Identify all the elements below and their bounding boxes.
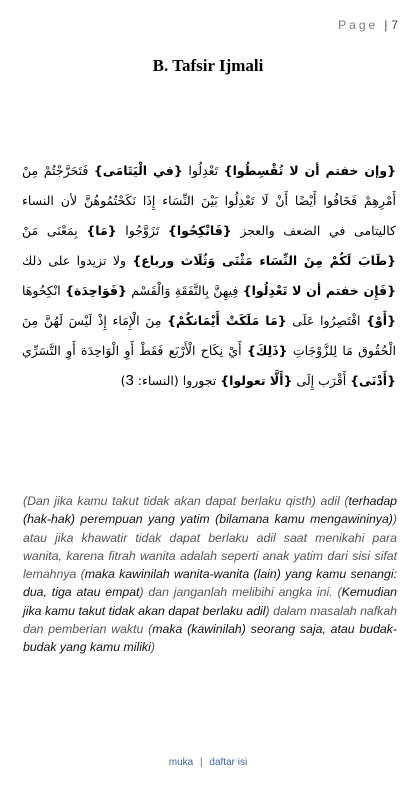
page-separator: | [384,18,388,32]
arabic-commentary: تجوروا (النساء: [133,373,221,388]
arabic-verse-fragment: {فَإِن خفتم أن لا تَعْدِلُوا} [242,283,396,298]
arabic-commentary: انْكِحُوهَا [22,283,66,298]
home-link[interactable]: muka [168,757,194,768]
arabic-verse-fragment: {وإن خفتم أن لا تُقْسِطُوا} [223,163,396,178]
arabic-verse-fragment: {في الْيَتَامَى} [93,163,183,178]
arabic-verse-fragment: {أَلَّا تعولوا} [220,373,293,388]
arabic-verse-fragment: {مَا} [86,223,117,238]
arabic-commentary: أَيْ نِكَاح الْأَرْبَع فَقَطْ أَوِ الْوَاحِدَة أَوِ التَّسَرِّي [22,343,247,358]
verse-number: 3 [125,372,134,389]
arabic-tafsir-text [22,156,396,396]
arabic-commentary: مِنَ الْإِمَاء إِذْ لَيْسَ لَهُنَّ مِنَ الْحُقُوق مَا لِلزَّوْجَاتِ [22,313,396,358]
arabic-verse-fragment: {أَوْ} [366,313,396,328]
page-header [338,18,398,32]
arabic-verse-fragment: {فَوَاحِدَة} [65,283,127,298]
translation-emphasis: terhadap (hak-hak) perempuan yang yatim (bilamana kamu mengawininya) [23,494,398,527]
arabic-commentary: تَزَوَّجُوا [116,223,168,238]
translation-segment: (Dan jika kamu takut tidak akan dapat berlaku qisth) [23,494,316,508]
page-number: 7 [391,18,398,32]
arabic-commentary: ولا تزيدوا على ذلك [22,253,133,268]
translation-text [23,492,397,657]
translation-segment: ) dan janganlah melibihi angka ini. ( [139,585,342,600]
section-title: B. Tafsir Ijmali [152,56,264,75]
translation-emphasis: Kemudian jika kamu takut tidak akan dapat berlaku adil [23,585,397,618]
arabic-commentary: فِيهِنَّ بِالنَّفَقَةِ وَالْقَسْم [126,283,243,298]
translation-emphasis: maka (kawinilah) seorang saja, atau budak-budak yang kamu miliki [23,622,397,655]
footer-nav [0,757,416,768]
arabic-verse-fragment: {فَانْكِحُوا} [167,223,232,238]
arabic-verse-fragment: {مَا مَلَكَتْ أَيْمَانكُمْ} [167,313,287,328]
citation-close: ) [120,373,126,388]
translation-segment: adil ( [315,494,349,508]
arabic-commentary: تَعْدِلُوا [182,163,224,178]
translation-segment: ) [150,640,155,655]
arabic-verse-fragment: {أَدْنَى} [350,373,396,388]
page-label: Page [338,18,379,32]
arabic-commentary: بِمَعْنَى مَنْ [22,223,87,238]
arabic-commentary: اقْتَصِرُوا عَلَى [286,313,367,328]
footer-separator: | [200,757,203,768]
table-of-contents-link[interactable]: daftar isi [209,757,248,768]
arabic-verse-fragment: {طَابَ لَكُمْ مِنَ النِّسَاء مَثْنَى وَثُلَاث ورباع} [132,253,396,268]
arabic-commentary: فَتَحَرَّجْتُمْ مِنْ أَمْرِهِمْ فَخَافُوا أَيْضًا أَنْ لَا تَعْدِلُوا بَيْنَ النِّسَاء إِذَا نَكَحْتُمُوهُنَّ لأن النساء كاليتامى في الضعف والعجز [22,163,396,238]
translation-emphasis: maka kawinilah wanita-wanita (lain) yang kamu senangi: dua, tiga atau empat [23,567,397,600]
translation-segment: ) atau jika khawatir tidak dapat berlaku adil saat menikahi para wanita, karena fitrah wanita adalah seperti anak yatim dari sisi sifat lemahnya ( [23,512,397,582]
arabic-commentary: أَقْرَب إِلَى [292,373,351,388]
translation-segment: ) dalam masalah nafkah dan pemberian waktu ( [23,603,397,637]
arabic-verse-fragment: {ذَلِكَ} [246,343,288,358]
